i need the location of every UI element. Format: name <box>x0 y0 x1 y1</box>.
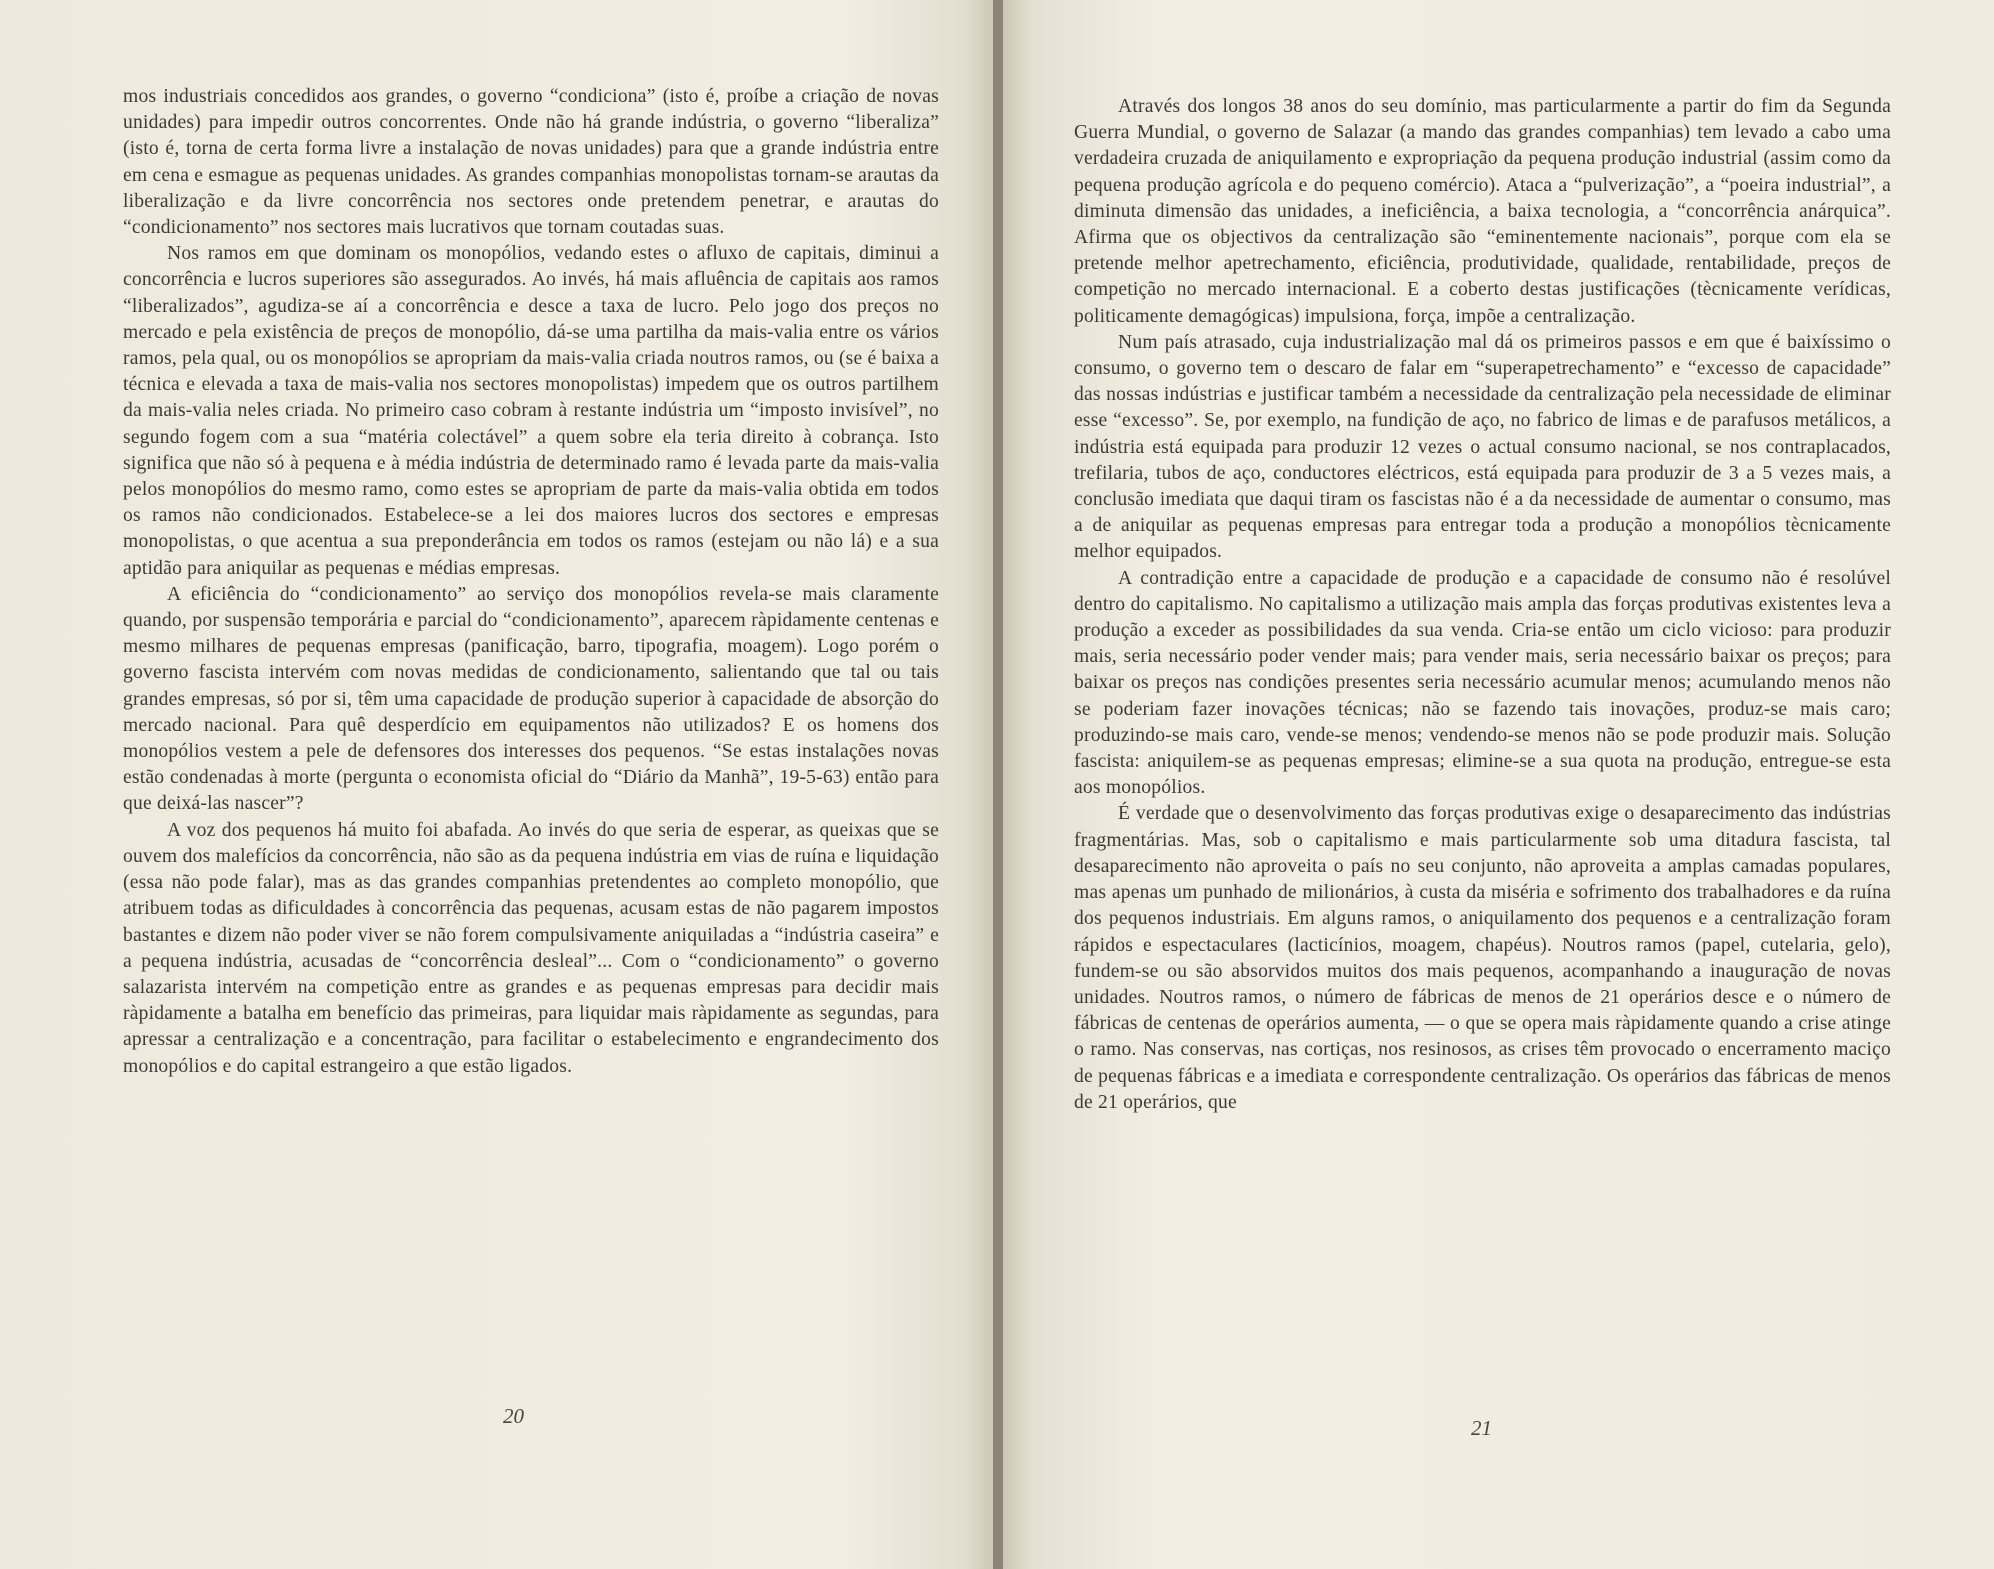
right-paragraph-2: Num país atrasado, cuja industrialização mal dá os primeiros passos e em que é baixíssimo o consumo, o governo tem o descaro de falar em “superapetrechamento” e “excesso de capacidade” das nossas indústrias e justificar também a necessidade da centralização pela necessidade de eliminar esse “excesso”. Se, por exemplo, na fundição de aço, no fabrico de limas e de parafusos metálicos, a indústria está equipada para produzir 12 vezes o actual consumo nacional, se nos contraplacados, trefilaria, tubos de aço, conductores eléctricos, está equipada para produzir de 3 a 5 vezes mais, a conclusão imediata que daqui tiram os fascistas não é a da necessidade de aumentar o consumo, mas a de aniquilar as pequenas empresas para entregar toda a produção a monopólios tècnicamente melhor equipados. <box>1074 331 1891 563</box>
right-paragraph-3: A contradição entre a capacidade de produção e a capacidade de consumo não é resolúvel dentro do capitalismo. No capitalismo a utilização mais ampla das forças produtivas existentes leva a produção a exceder as possibilidades da sua venda. Cria-se então um ciclo vicioso: para produzir mais, seria necessário poder vender mais; para vender mais, seria necessário baixar os preços; para baixar os preços nas condições presentes seria necessário acumular menos; acumulando menos não se poderiam fazer inovações técnicas; não se fazendo tais inovações, produz-se mais caro; produzindo-se mais caro, vende-se menos; vendendo-se menos não se pode produzir mais. Solução fascista: aniquilem-se as pequenas empresas; elimine-se a sua quota na produção, entregue-se esta aos monopólios. <box>1074 567 1891 799</box>
right-paragraph-1: Através dos longos 38 anos do seu domínio, mas particularmente a partir do fim da Segunda Guerra Mundial, o governo de Salazar (a mando das grandes companhias) tem levado a cabo uma verdadeira cruzada de aniquilamento e expropriação da pequena produção industrial (assim como da pequena produção agrícola e do pequeno comércio). Ataca a “pulverização”, a “poeira industrial”, a diminuta dimensão das unidades, a ineficiência, a baixa tecnologia, a “concorrência anárquica”. Afirma que os objectivos da centralização são “eminentemente nacionais”, porque com ela se pretende melhor apetrechamento, eficiência, produtividade, qualidade, rentabilidade, preços de competição no mercado internacional. E a coberto destas justificações (tècnicamente verídicas, politicamente demagógicas) impulsiona, força, impõe a centralização. <box>1074 96 1891 327</box>
right-page-number: 21 <box>1471 1416 1492 1440</box>
book-gutter <box>993 0 1003 1569</box>
right-page <box>1003 0 1994 1569</box>
left-page <box>0 0 993 1569</box>
left-paragraph-4: A voz dos pequenos há muito foi abafada. Ao invés do que seria de esperar, as queixas que se ouvem dos malefícios da concorrência, não são as da pequena indústria em vias de ruína e liquidação (essa não pode falar), mas as das grandes companhias pretendentes ao completo monopólio, que atribuem todas as dificuldades à concorrência das pequenas, acusam estas de não pagarem impostos bastantes e dizem não poder viver se não forem compulsivamente aniquiladas a “indústria caseira” e a pequena indústria, acusadas de “concorrência desleal”... Com o “condicionamento” o governo salazarista intervém na competição entre as grandes e as pequenas empresas para decidir mais ràpidamente a batalha em benefício das primeiras, para liquidar mais ràpidamente as segundas, para apressar a centralização e a concentração, para facilitar o estabelecimento e engrandecimento dos monopólios e do capital estrangeiro a que estão ligados. <box>123 819 939 1077</box>
right-page-body <box>1074 94 1891 1116</box>
right-paragraph-4: É verdade que o desenvolvimento das forças produtivas exige o desaparecimento das indústrias fragmentárias. Mas, sob o capitalismo e mais particularmente sob uma ditadura fascista, tal desaparecimento não aproveita o país no seu conjunto, não aproveita a amplas camadas populares, mas apenas um punhado de milionários, à custa da miséria e sofrimento dos trabalhadores e da ruína dos pequenos industriais. Em alguns ramos, o aniquilamento dos pequenos e a centralização foram rápidos e espectaculares (lacticínios, moagem, chapéus). Noutros ramos (papel, cutelaria, gelo), fundem-se ou são absorvidos muitos dos mais pequenos, acompanhando a inauguração de novas unidades. Noutros ramos, o número de fábricas de menos de 21 operários desce e o número de fábricas de centenas de operários aumenta, — o que se opera mais ràpidamente quando a crise atinge o ramo. Nas conservas, nas cortiças, nos resinosos, as crises têm provocado o encerramento maciço de pequenas fábricas e a imediata e correspondente centralização. Os operários das fábricas de menos de 21 operários, que <box>1074 803 1891 1113</box>
left-paragraph-2: Nos ramos em que dominam os monopólios, vedando estes o afluxo de capitais, diminui a concorrência e lucros superiores são assegurados. Ao invés, há mais afluência de capitais aos ramos “liberalizados”, agudiza-se aí a concorrência e desce a taxa de lucro. Pelo jogo dos preços no mercado e pela existência de preços de monopólio, dá-se uma partilha da mais-valia entre os vários ramos, pela qual, ou os monopólios se apropriam da mais-valia criada noutros ramos, ou (se é baixa a técnica e elevada a taxa de mais-valia nos sectores monopolistas) impedem que os outros partilhem da mais-valia neles criada. No primeiro caso cobram à restante indústria um “imposto invisível”, no segundo fogem com a sua “matéria colectável” a quem sobre ela teria direito à cobrança. Isto significa que não só à pequena e à média indústria de determinado ramo é levada parte da mais-valia pelos monopólios do mesmo ramo, como estes se apropriam de parte da mais-valia obtida em todos os ramos não condicionados. Estabelece-se a lei dos maiores lucros dos sectores e empresas monopolistas, o que acentua a sua preponderância em todos os ramos (estejam ou não lá) e a sua aptidão para aniquilar as pequenas e médias empresas. <box>123 243 939 579</box>
left-page-body <box>123 84 939 1080</box>
left-paragraph-3: A eficiência do “condicionamento” ao serviço dos monopólios revela-se mais claramente quando, por suspensão temporária e parcial do “condicionamento”, aparecem ràpidamente centenas e mesmo milhares de pequenas empresas (panificação, barro, tipografia, moagem). Logo porém o governo fascista intervém com novas medidas de condicionamento, salientando que tal ou tais grandes empresas, só por si, têm uma capacidade de produção superior à capacidade de absorção do mercado nacional. Para quê desperdício em equipamentos não utilizados? E os homens dos monopólios vestem a pele de defensores dos interesses dos pequenos. “Se estas instalações novas estão condenadas à morte (pergunta o economista oficial do “Diário da Manhã”, 19-5-63) então para que deixá-las nascer”? <box>123 583 939 815</box>
left-paragraph-1: mos industriais concedidos aos grandes, o governo “condiciona” (isto é, proíbe a criação de novas unidades) para impedir outros concorrentes. Onde não há grande indústria, o governo “liberaliza” (isto é, torna de certa forma livre a instalação de novas unidades) para que a grande indústria entre em cena e esmague as pequenas unidades. As grandes companhias monopolistas tornam-se arautas da liberalização e da livre concorrência nos sectores onde pretendem penetrar, e arautas do “condicionamento” nos sectores mais lucrativos que tornam coutadas suas. <box>123 86 939 239</box>
left-page-number: 20 <box>503 1404 524 1428</box>
